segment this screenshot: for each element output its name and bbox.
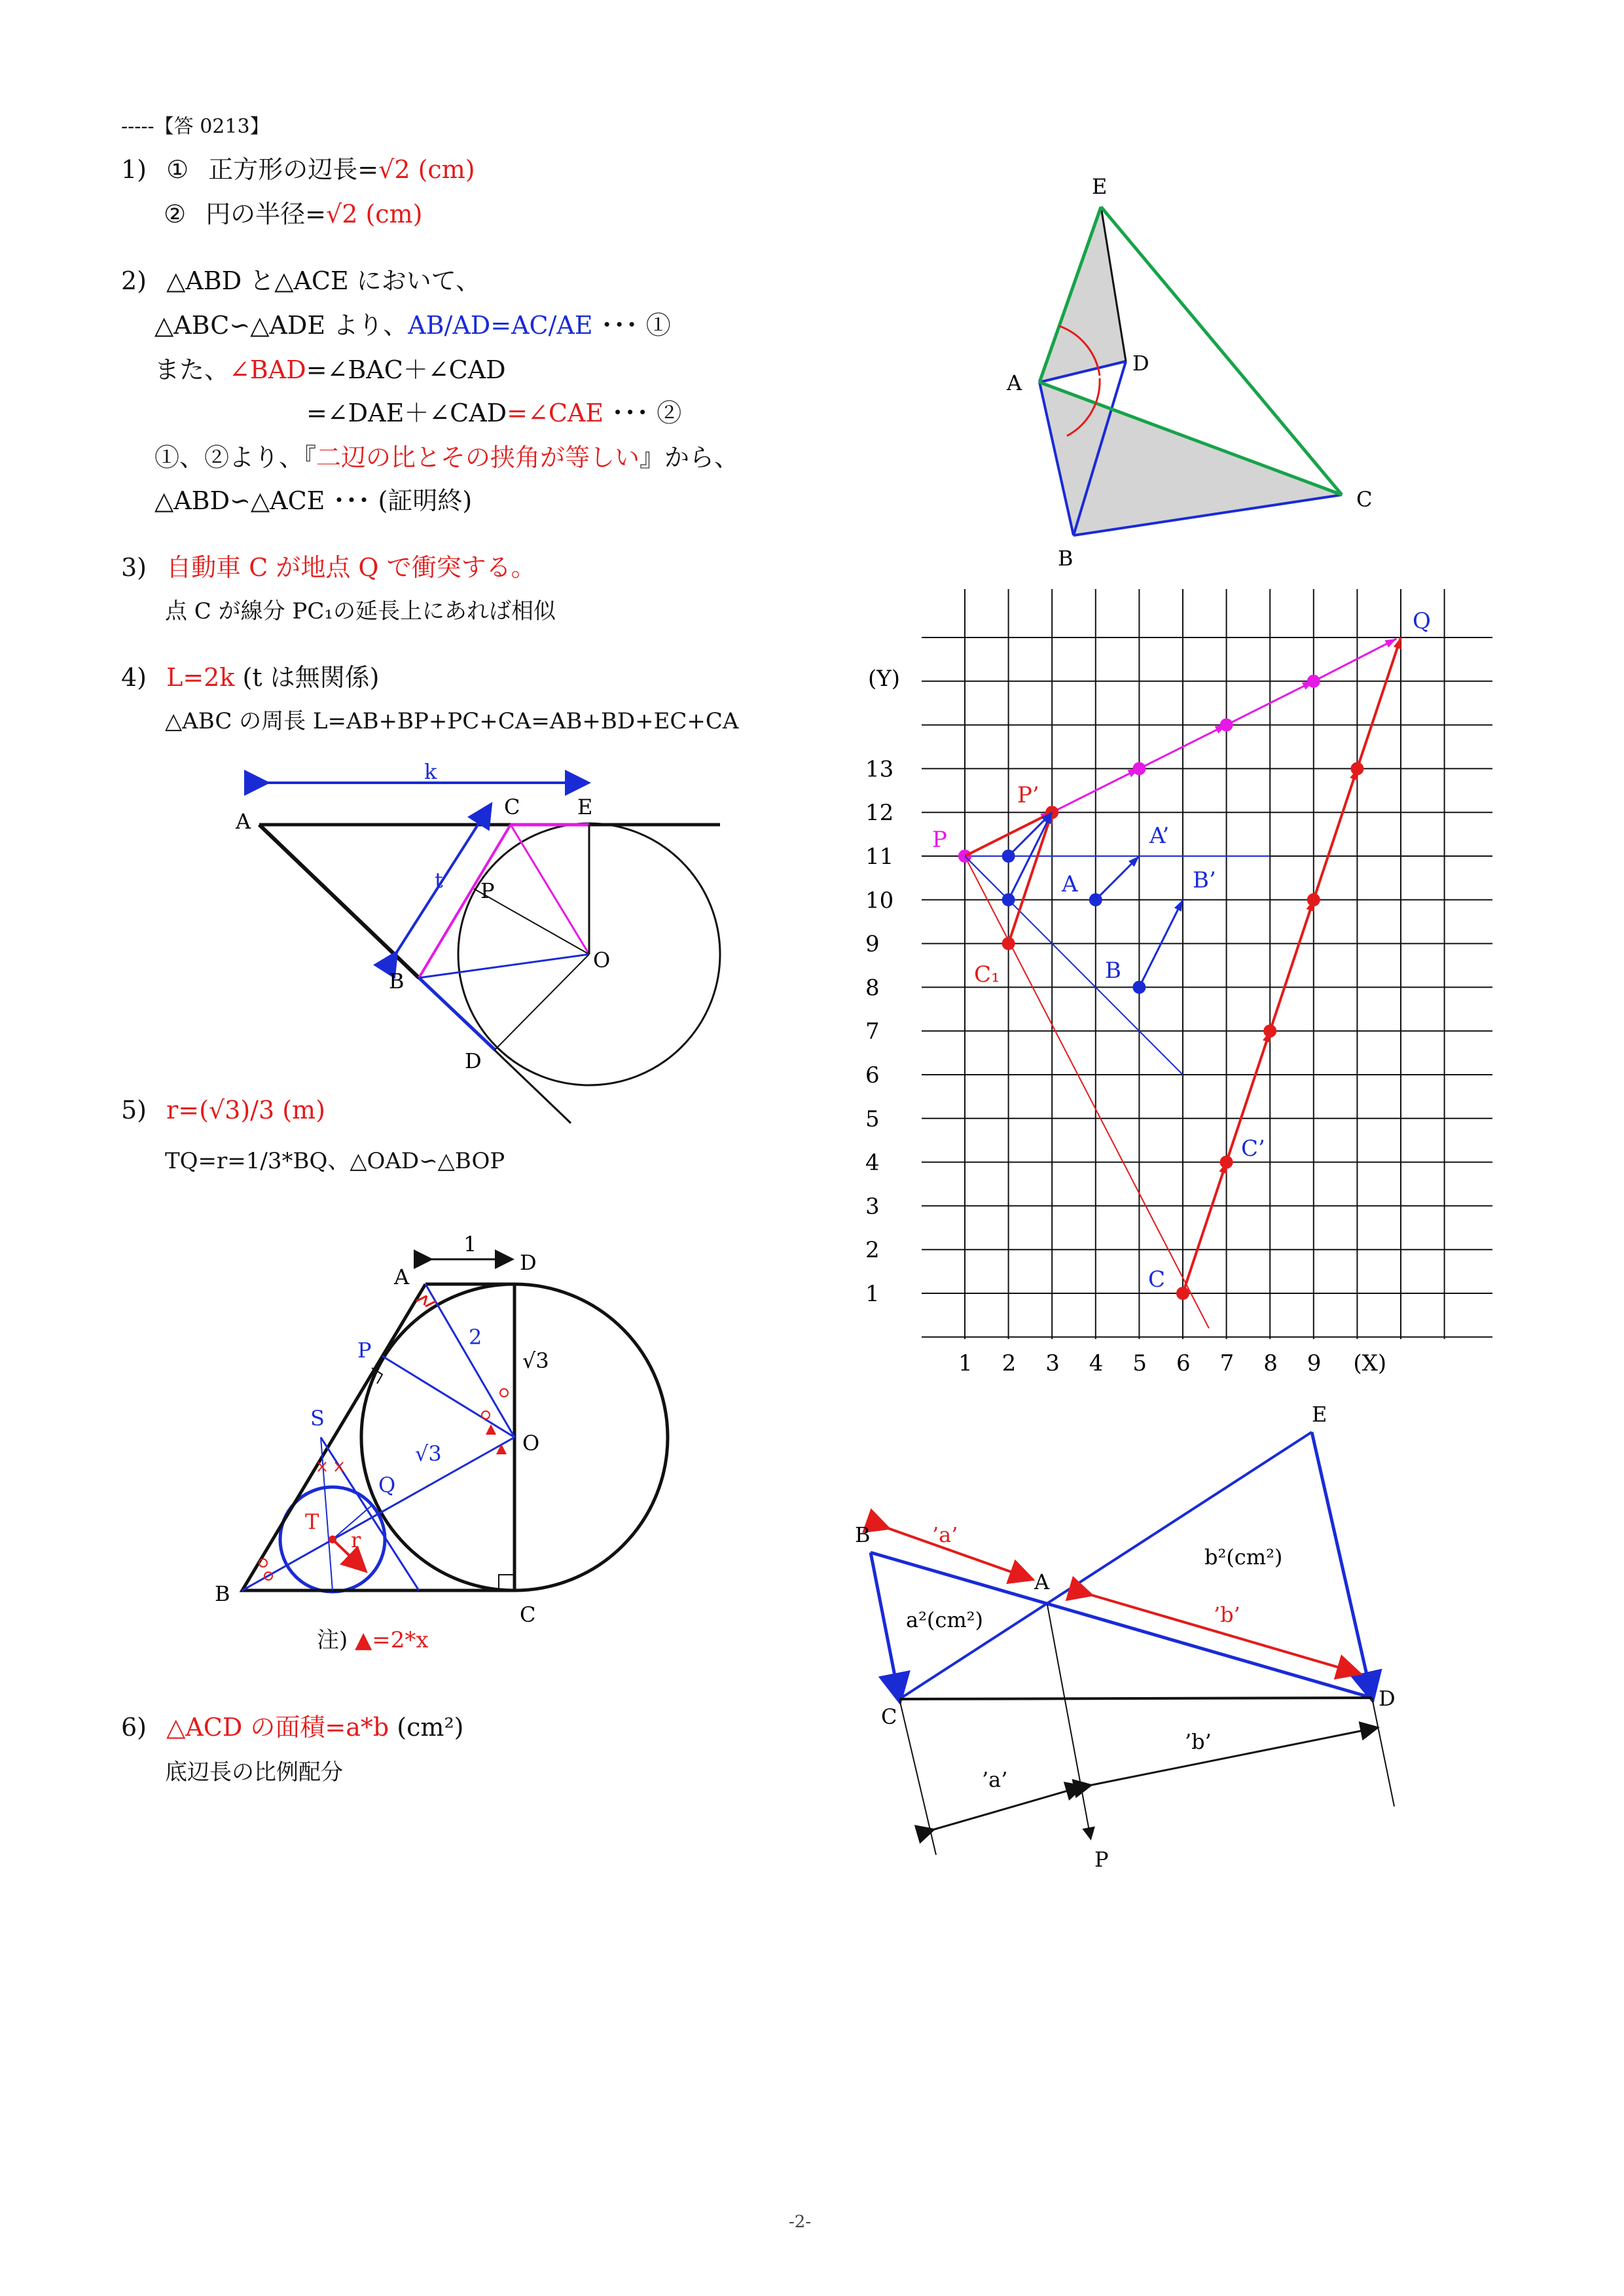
- grid-label-q: Q: [1413, 608, 1431, 634]
- grid-y-tick-label: 8: [865, 975, 880, 1001]
- grid-y-tick-label: 10: [865, 887, 894, 914]
- label-inc-root3b: √3: [415, 1441, 442, 1466]
- grid-x-tick-label: 5: [1132, 1350, 1147, 1376]
- q1-answer-a: √2 (cm): [378, 155, 475, 184]
- dim-b-bottom: [1089, 1728, 1376, 1785]
- grid-y-tick-label: 1: [865, 1281, 880, 1307]
- label-quad-e: E: [1092, 174, 1108, 199]
- grid-x-tick-label: 8: [1263, 1350, 1278, 1376]
- grid-x-tick-label: 4: [1089, 1350, 1104, 1376]
- grid-y-tick-label: 4: [865, 1149, 880, 1176]
- label-area-b: B: [855, 1522, 871, 1547]
- q4-note: △ABC の周長 L=AB+BP+PC+CA=AB+BD+EC+CA: [165, 708, 739, 734]
- label-inc-q: Q: [378, 1473, 396, 1498]
- label-quad-d: D: [1132, 351, 1149, 376]
- page-number: -2-: [789, 2212, 812, 2232]
- grid-y-tick-label: 3: [865, 1193, 880, 1220]
- segment-ed-area: [1312, 1432, 1372, 1698]
- label-tan-d: D: [465, 1049, 482, 1073]
- label-area-a: A: [1034, 1570, 1050, 1594]
- label-area-b2: b²(cm²): [1204, 1545, 1283, 1570]
- q6-line1: 6) △ACD の面積=a*b (cm²): [121, 1713, 464, 1742]
- grid-x-tick-label: 3: [1045, 1350, 1060, 1376]
- q6-note: 底辺長の比例配分: [165, 1759, 343, 1785]
- q2-line6: △ABD∽△ACE ･･･ (証明終): [154, 486, 473, 515]
- label-area-p: P: [1094, 1847, 1109, 1872]
- grid-y-tick-label: 5: [865, 1105, 880, 1132]
- grid-x-tick-label: 6: [1176, 1350, 1191, 1376]
- label-inc-s: S: [310, 1406, 325, 1431]
- grid-x-tick-label: 9: [1307, 1350, 1322, 1376]
- label-inc-d: D: [520, 1250, 537, 1275]
- label-tan-k: k: [424, 759, 437, 784]
- label-inc-b: B: [215, 1581, 230, 1606]
- label-area-c: C: [881, 1704, 897, 1729]
- line-ap: [1047, 1605, 1091, 1838]
- label-quad-b: B: [1058, 546, 1074, 571]
- dim-a-red: [886, 1528, 1030, 1579]
- q2-line4: =∠DAE＋∠CAD=∠CAE ･･･ ②: [306, 399, 682, 427]
- ext-c: [899, 1699, 936, 1855]
- q2-line2: △ABC∽△ADE より、AB/AD=AC/AE ･･･ ①: [154, 311, 671, 340]
- label-tan-t: t: [435, 868, 443, 893]
- grid-label-p-prime: P’: [1017, 782, 1039, 808]
- grid-label-c1: C₁: [974, 961, 1000, 988]
- label-inc-t: T: [305, 1509, 319, 1534]
- label-inc-a: A: [394, 1265, 410, 1289]
- grid-label-b: B: [1105, 958, 1121, 984]
- q1-answer-b: √2 (cm): [326, 200, 423, 228]
- grid-x-tick-label: 1: [958, 1350, 973, 1376]
- grid-y-tick-label: 6: [865, 1062, 880, 1088]
- q1-line1: 1) ① 正方形の辺長=√2 (cm): [121, 155, 475, 184]
- grid-y-tick-label: 7: [865, 1018, 880, 1045]
- grid-label-b-prime: B’: [1193, 867, 1216, 893]
- label-tan-e: E: [577, 795, 593, 819]
- label-inc-2: 2: [469, 1325, 482, 1350]
- label-tan-c: C: [504, 795, 520, 819]
- label-area-b-red: ’b’: [1214, 1602, 1240, 1627]
- q2-line3: また、∠BAD=∠BAC＋∠CAD: [154, 355, 506, 384]
- grid-y-tick-label: 13: [865, 756, 894, 783]
- grid-y-tick-label: 2: [865, 1237, 880, 1264]
- grid-x-tick-label: 7: [1219, 1350, 1235, 1376]
- label-inc-1: 1: [463, 1232, 477, 1257]
- answer-header: -----【答 0213】: [121, 115, 270, 138]
- segment-cd-area: [899, 1698, 1372, 1699]
- label-area-b-black: ’b’: [1185, 1729, 1212, 1754]
- q5-line1: 5) r=(√3)/3 (m): [121, 1096, 325, 1124]
- grid-y-tick-label: 12: [865, 800, 894, 827]
- grid-y-tick-label: 9: [865, 931, 880, 958]
- q3-line1: 3) 自動車 C が地点 Q で衝突する。: [121, 553, 536, 582]
- label-tan-o: O: [593, 948, 611, 973]
- label-area-a2: a²(cm²): [906, 1607, 983, 1632]
- grid-label-p: P: [932, 827, 947, 853]
- label-tan-a: A: [236, 809, 251, 834]
- label-area-a-red: ’a’: [932, 1522, 958, 1547]
- label-inc-c: C: [520, 1602, 536, 1627]
- grid-x-tick-label: 2: [1001, 1350, 1017, 1376]
- q5-figure-note: 注) ▲=2*x: [317, 1627, 429, 1653]
- grid-y-axis-label: (Y): [868, 666, 900, 692]
- grid-y-tick-label: 11: [865, 844, 894, 870]
- label-inc-o: O: [522, 1431, 540, 1456]
- ext-d: [1372, 1698, 1394, 1806]
- grid-label-a-prime: A’: [1149, 823, 1170, 849]
- grid-label-c: C: [1148, 1266, 1166, 1293]
- label-inc-r: r: [351, 1528, 361, 1552]
- q5-note: TQ=r=1/3*BQ、△OAD∽△BOP: [165, 1148, 505, 1174]
- q3-note: 点 C が線分 PC₁の延長上にあれば相似: [165, 598, 556, 624]
- grid-x-tick-label: (X): [1353, 1350, 1387, 1376]
- label-quad-a: A: [1007, 370, 1022, 395]
- q2-line5: ①、②より、『二辺の比とその挟角が等しい』から、: [154, 443, 740, 472]
- label-area-a-black: ’a’: [982, 1767, 1008, 1792]
- label-area-e: E: [1312, 1402, 1327, 1427]
- q2-line1: 2) △ABD と△ACE において、: [121, 266, 481, 295]
- q1-line2: ② 円の半径=√2 (cm): [164, 200, 423, 228]
- segment-bc-area: [871, 1552, 899, 1699]
- grid-label-a: A: [1062, 871, 1078, 897]
- q4-line1: 4) L=2k (t は無関係): [121, 663, 380, 692]
- label-area-d: D: [1379, 1686, 1396, 1711]
- label-tan-p: P: [480, 878, 495, 903]
- label-quad-c: C: [1356, 487, 1373, 512]
- dim-a-bottom: [932, 1787, 1081, 1830]
- label-inc-root3a: √3: [522, 1348, 549, 1373]
- label-inc-p: P: [357, 1338, 372, 1363]
- label-tan-b: B: [389, 969, 405, 994]
- grid-label-c-prime: C’: [1241, 1136, 1265, 1162]
